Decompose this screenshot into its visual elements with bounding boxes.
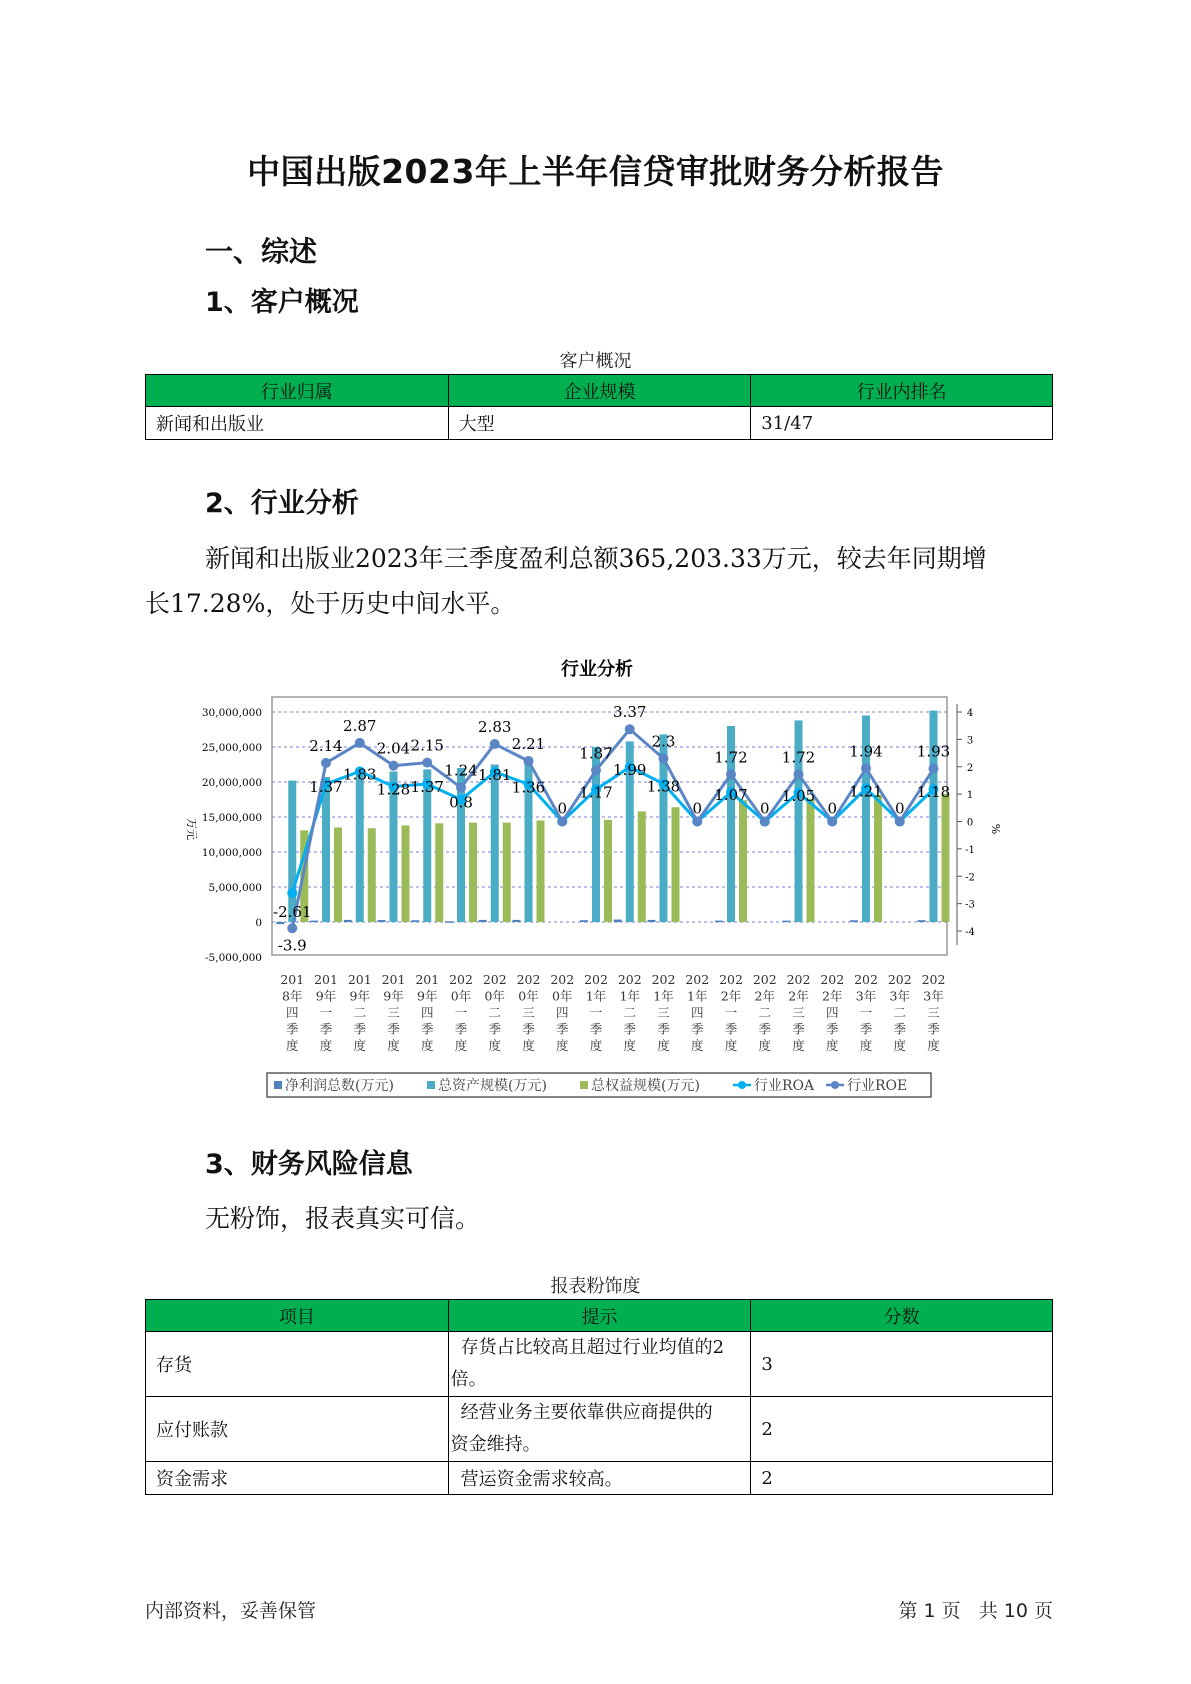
bar xyxy=(411,920,419,922)
cell-rank: 31/47 xyxy=(751,407,1053,440)
x-tick-label: 2年 xyxy=(720,988,742,1004)
x-tick-label: 202 xyxy=(550,972,575,987)
x-tick-label: 9年 xyxy=(349,988,370,1004)
bar xyxy=(715,921,723,923)
series-point xyxy=(895,817,905,827)
x-tick-label: 三 xyxy=(927,1005,940,1020)
x-tick-label: 202 xyxy=(584,972,608,987)
bar xyxy=(638,811,646,922)
y-axis-label: 万元 xyxy=(185,818,198,840)
x-tick-label: 0年 xyxy=(450,988,472,1004)
x-tick-label: 度 xyxy=(454,1038,468,1053)
x-tick-label: 8年 xyxy=(282,988,303,1004)
bar xyxy=(479,920,487,922)
x-tick-label: 度 xyxy=(555,1038,569,1053)
series-point xyxy=(692,817,702,827)
chart-title: 行业分析 xyxy=(561,659,633,680)
bar xyxy=(469,823,477,922)
y2-tick-label: -4 xyxy=(965,927,975,938)
data-label: 1.99 xyxy=(613,761,647,780)
x-tick-label: 202 xyxy=(719,972,743,987)
series-point xyxy=(389,761,399,771)
risk-hint xyxy=(448,1397,751,1462)
x-tick-label: 度 xyxy=(522,1038,535,1053)
series-point xyxy=(456,783,466,793)
x-tick-label: 季 xyxy=(927,1021,940,1037)
data-label: 0 xyxy=(827,799,838,818)
data-label: 0 xyxy=(692,799,703,818)
x-tick-label: 1年 xyxy=(619,988,640,1004)
footer-page-number: 第 1 页 共 10 页 xyxy=(898,1600,1053,1622)
x-tick-label: 202 xyxy=(617,972,642,987)
footer-confidential: 内部资料，妥善保管 xyxy=(145,1600,317,1622)
header-scale: 企业规模 xyxy=(448,375,751,407)
legend-label: 总资产规模(万元) xyxy=(438,1078,547,1094)
x-tick-label: 季 xyxy=(319,1021,333,1037)
data-label: 1.38 xyxy=(646,777,681,796)
x-tick-label: 季 xyxy=(657,1021,670,1037)
overview-table-header xyxy=(146,375,1053,407)
legend-label: 行业ROE xyxy=(847,1078,908,1094)
bar xyxy=(368,828,376,922)
series-point xyxy=(422,758,432,768)
bar xyxy=(491,765,499,923)
x-tick-label: 季 xyxy=(522,1021,535,1037)
x-tick-label: 度 xyxy=(319,1038,333,1053)
bar xyxy=(513,920,521,922)
data-label: 2.87 xyxy=(343,716,377,735)
y2-tick-label: 3 xyxy=(966,735,974,747)
x-tick-label: 度 xyxy=(690,1038,704,1053)
risk-hint-line2: 倍。 xyxy=(450,1369,487,1390)
x-tick-label: 度 xyxy=(758,1038,772,1053)
risk-hint xyxy=(448,1332,751,1397)
bar xyxy=(783,921,791,923)
bar xyxy=(604,820,612,922)
series-point xyxy=(861,763,871,773)
series-point xyxy=(557,817,567,827)
data-label: 0 xyxy=(894,799,905,818)
risk-table-caption: 报表粉饰度 xyxy=(550,1276,641,1297)
legend-marker xyxy=(831,1081,839,1089)
industry-paragraph-line2: 长17.28%，处于历史中间水平。 xyxy=(145,589,516,618)
x-tick-label: 度 xyxy=(657,1038,670,1053)
subheading-industry-analysis: 2、行业分析 xyxy=(205,488,359,519)
y2-tick-label: -1 xyxy=(965,844,975,856)
data-label: 1.83 xyxy=(343,765,377,784)
data-label: 1.81 xyxy=(478,765,512,784)
x-tick-label: 0年 xyxy=(518,988,539,1004)
risk-paragraph: 无粉饰，报表真实可信。 xyxy=(205,1204,481,1233)
x-tick-label: 三 xyxy=(792,1005,805,1020)
data-label: 1.37 xyxy=(309,777,343,796)
x-tick-label: 季 xyxy=(420,1021,434,1037)
x-tick-label: 1年 xyxy=(687,988,708,1004)
x-tick-label: 二 xyxy=(893,1005,907,1020)
data-label: 1.07 xyxy=(714,786,748,805)
x-tick-label: 202 xyxy=(685,972,710,987)
bar xyxy=(356,775,364,922)
header-item: 项目 xyxy=(146,1300,449,1332)
data-label: 1.87 xyxy=(579,744,613,763)
data-label: 2.14 xyxy=(309,736,343,755)
data-label: 0.8 xyxy=(449,793,473,812)
page-title: 中国出版2023年上半年信贷审批财务分析报告 xyxy=(247,152,944,191)
risk-item: 应付账款 xyxy=(146,1397,449,1462)
bar xyxy=(435,823,443,922)
bar xyxy=(648,920,656,922)
industry-chart xyxy=(0,645,1191,1105)
risk-hint-line1: 存货占比较高且超过行业均值的2 xyxy=(460,1337,725,1358)
x-tick-label: 季 xyxy=(285,1021,299,1037)
y2-tick-label: 2 xyxy=(966,762,974,774)
series-point xyxy=(287,923,297,933)
bar xyxy=(378,920,386,922)
series-point xyxy=(760,817,770,827)
x-tick-label: 9年 xyxy=(383,988,404,1004)
y2-tick-label: -2 xyxy=(965,872,975,884)
data-label: 1.28 xyxy=(376,780,411,799)
risk-hint-line1: 营运资金需求较高。 xyxy=(460,1469,623,1490)
data-label: 1.94 xyxy=(849,742,883,761)
bar xyxy=(344,920,352,922)
x-tick-label: 一 xyxy=(859,1005,873,1020)
y-tick-label: 0 xyxy=(255,917,262,929)
industry-paragraph-line1: 新闻和出版业2023年三季度盈利总额365,203.33万元，较去年同期增 xyxy=(205,544,987,573)
x-tick-label: 202 xyxy=(820,972,845,987)
x-tick-label: 二 xyxy=(623,1005,637,1020)
x-tick-label: 202 xyxy=(651,972,676,987)
series-point xyxy=(591,765,601,775)
x-tick-label: 度 xyxy=(353,1038,367,1053)
risk-table-row xyxy=(146,1462,1053,1495)
x-tick-label: 度 xyxy=(859,1038,873,1053)
x-tick-label: 度 xyxy=(420,1038,434,1053)
x-tick-label: 202 xyxy=(887,972,912,987)
header-hint: 提示 xyxy=(448,1300,751,1332)
x-tick-label: 二 xyxy=(353,1005,367,1020)
y2-tick-label: -3 xyxy=(965,899,975,911)
x-tick-label: 度 xyxy=(724,1038,738,1053)
x-tick-label: 季 xyxy=(454,1021,468,1037)
risk-hint-line2: 资金维持。 xyxy=(450,1434,541,1455)
x-tick-label: 2年 xyxy=(822,988,843,1004)
y2-tick-label: 0 xyxy=(966,817,974,829)
x-tick-label: 9年 xyxy=(315,988,337,1004)
x-tick-label: 0年 xyxy=(552,988,573,1004)
data-label: 0 xyxy=(557,799,568,818)
bar xyxy=(580,920,588,922)
x-tick-label: 度 xyxy=(387,1038,400,1053)
x-tick-label: 202 xyxy=(482,972,507,987)
x-tick-label: 一 xyxy=(589,1005,603,1020)
data-label: 2.83 xyxy=(478,718,512,737)
x-tick-label: 四 xyxy=(285,1005,299,1020)
risk-table-row xyxy=(146,1397,1053,1462)
x-tick-label: 季 xyxy=(792,1021,805,1037)
bar xyxy=(402,825,410,922)
data-label: 3.37 xyxy=(613,703,647,722)
risk-score: 3 xyxy=(751,1332,1053,1397)
risk-score: 2 xyxy=(751,1397,1053,1462)
x-tick-label: 度 xyxy=(589,1038,603,1053)
section-heading-summary: 一、综述 xyxy=(205,235,318,268)
legend-label: 净利润总数(万元) xyxy=(285,1078,394,1094)
x-tick-label: 201 xyxy=(314,972,338,987)
subheading-financial-risk: 3、财务风险信息 xyxy=(205,1149,413,1180)
header-score: 分数 xyxy=(751,1300,1053,1332)
x-tick-label: 季 xyxy=(893,1021,907,1037)
data-label: 1.17 xyxy=(579,783,613,802)
x-tick-label: 202 xyxy=(449,972,473,987)
bar xyxy=(288,781,296,922)
series-point xyxy=(726,769,736,779)
y2-axis-label: % xyxy=(989,823,1002,835)
x-tick-label: 度 xyxy=(825,1038,839,1053)
series-point xyxy=(355,738,365,748)
x-tick-label: 201 xyxy=(347,972,372,987)
x-tick-label: 二 xyxy=(758,1005,772,1020)
x-tick-label: 202 xyxy=(854,972,878,987)
x-tick-label: 3年 xyxy=(855,988,877,1004)
x-tick-label: 度 xyxy=(792,1038,805,1053)
y2-tick-label: 1 xyxy=(966,790,974,802)
x-tick-label: 一 xyxy=(724,1005,738,1020)
data-label: 2.15 xyxy=(410,736,444,755)
bar xyxy=(850,920,858,922)
series-point xyxy=(827,817,837,827)
x-tick-label: 四 xyxy=(555,1005,569,1020)
series-point xyxy=(659,754,669,764)
data-label: 1.21 xyxy=(849,782,883,801)
series-line xyxy=(292,729,933,928)
x-tick-label: 季 xyxy=(353,1021,367,1037)
x-tick-label: 2年 xyxy=(754,988,775,1004)
x-tick-label: 201 xyxy=(415,972,440,987)
x-tick-label: 202 xyxy=(786,972,811,987)
x-tick-label: 季 xyxy=(589,1021,603,1037)
data-label: 1.37 xyxy=(410,777,444,796)
risk-item: 存货 xyxy=(146,1332,449,1397)
x-tick-label: 9年 xyxy=(417,988,438,1004)
overview-table xyxy=(145,374,1053,440)
y-tick-label: 25,000,000 xyxy=(201,742,262,754)
x-tick-label: 四 xyxy=(825,1005,839,1020)
cell-industry: 新闻和出版业 xyxy=(146,407,449,440)
x-tick-label: 季 xyxy=(724,1021,738,1037)
data-label: -2.61 xyxy=(273,902,312,921)
legend-label: 行业ROA xyxy=(754,1078,815,1094)
y-tick-label: -5,000,000 xyxy=(205,952,262,964)
x-tick-label: 201 xyxy=(381,972,406,987)
subheading-customer-overview: 1、客户概况 xyxy=(205,287,359,318)
series-point xyxy=(490,739,500,749)
bar xyxy=(614,920,622,922)
x-tick-label: 201 xyxy=(280,972,305,987)
x-tick-label: 度 xyxy=(893,1038,907,1053)
data-label: 1.72 xyxy=(781,748,816,767)
x-tick-label: 度 xyxy=(623,1038,637,1053)
data-label: 2.21 xyxy=(511,735,546,754)
bar xyxy=(672,807,680,922)
x-tick-label: 度 xyxy=(488,1038,502,1053)
cell-scale: 大型 xyxy=(448,407,751,440)
data-label: 1.05 xyxy=(781,786,816,805)
x-tick-label: 季 xyxy=(555,1021,569,1037)
risk-item: 资金需求 xyxy=(146,1462,449,1495)
legend-swatch xyxy=(427,1081,435,1089)
bar xyxy=(874,795,882,922)
x-tick-label: 四 xyxy=(690,1005,704,1020)
x-tick-label: 1年 xyxy=(585,988,607,1004)
x-tick-label: 2年 xyxy=(788,988,809,1004)
x-tick-label: 二 xyxy=(488,1005,502,1020)
x-tick-label: 202 xyxy=(921,972,946,987)
x-tick-label: 季 xyxy=(758,1021,772,1037)
y-tick-label: 15,000,000 xyxy=(201,812,262,824)
bar xyxy=(918,920,926,922)
x-tick-label: 3年 xyxy=(923,988,944,1004)
data-label: 1.93 xyxy=(916,742,951,761)
bar xyxy=(334,828,342,923)
legend-swatch xyxy=(274,1081,282,1089)
overview-table-caption: 客户概况 xyxy=(559,351,632,372)
x-tick-label: 季 xyxy=(623,1021,637,1037)
y-tick-label: 20,000,000 xyxy=(201,777,262,789)
x-tick-label: 一 xyxy=(319,1005,333,1020)
x-tick-label: 季 xyxy=(690,1021,704,1037)
legend-label: 总权益规模(万元) xyxy=(591,1078,700,1094)
risk-table xyxy=(145,1299,1053,1495)
x-tick-label: 3年 xyxy=(889,988,910,1004)
data-label: 0 xyxy=(759,799,770,818)
x-tick-label: 季 xyxy=(488,1021,502,1037)
bar xyxy=(322,777,330,922)
x-tick-label: 度 xyxy=(285,1038,299,1053)
x-tick-label: 度 xyxy=(927,1038,940,1053)
y-tick-label: 30,000,000 xyxy=(201,707,262,719)
data-label: 2.04 xyxy=(376,739,411,758)
y2-tick-label: 4 xyxy=(966,708,974,719)
x-tick-label: 1年 xyxy=(653,988,674,1004)
x-tick-label: 季 xyxy=(859,1021,873,1037)
x-tick-label: 一 xyxy=(454,1005,468,1020)
x-tick-label: 四 xyxy=(420,1005,434,1020)
x-tick-label: 0年 xyxy=(484,988,505,1004)
bar xyxy=(276,922,284,924)
series-point xyxy=(321,758,331,768)
data-label: 2.3 xyxy=(651,732,676,751)
y-tick-label: 10,000,000 xyxy=(201,847,262,859)
x-tick-label: 202 xyxy=(516,972,541,987)
bar xyxy=(942,794,950,922)
series-point xyxy=(625,724,635,734)
bar xyxy=(739,800,747,922)
bar xyxy=(537,821,545,923)
risk-score: 2 xyxy=(751,1462,1053,1495)
overview-table-row xyxy=(146,407,1053,440)
x-tick-label: 季 xyxy=(825,1021,839,1037)
series-point xyxy=(524,756,534,766)
legend-swatch xyxy=(580,1081,588,1089)
risk-table-header xyxy=(146,1300,1053,1332)
y-tick-label: 5,000,000 xyxy=(208,882,262,894)
x-tick-label: 季 xyxy=(387,1021,400,1037)
risk-hint-line1: 经营业务主要依靠供应商提供的 xyxy=(460,1402,713,1423)
bar xyxy=(445,921,453,923)
series-point xyxy=(929,764,939,774)
data-label: 1.24 xyxy=(444,761,478,780)
x-tick-label: 三 xyxy=(387,1005,400,1020)
series-point xyxy=(794,769,804,779)
data-label: 1.72 xyxy=(714,748,748,767)
series-point xyxy=(287,888,297,898)
header-industry: 行业归属 xyxy=(146,375,449,407)
x-tick-label: 三 xyxy=(657,1005,670,1020)
data-label: 1.36 xyxy=(511,778,546,797)
data-label: 1.18 xyxy=(916,783,951,802)
risk-table-row xyxy=(146,1332,1053,1397)
x-tick-label: 三 xyxy=(522,1005,535,1020)
legend-marker xyxy=(738,1081,746,1089)
x-tick-label: 202 xyxy=(752,972,777,987)
bar xyxy=(503,823,511,922)
bar xyxy=(807,799,815,922)
data-label: -3.9 xyxy=(277,936,307,955)
header-rank: 行业内排名 xyxy=(751,375,1053,407)
risk-hint xyxy=(448,1462,751,1495)
